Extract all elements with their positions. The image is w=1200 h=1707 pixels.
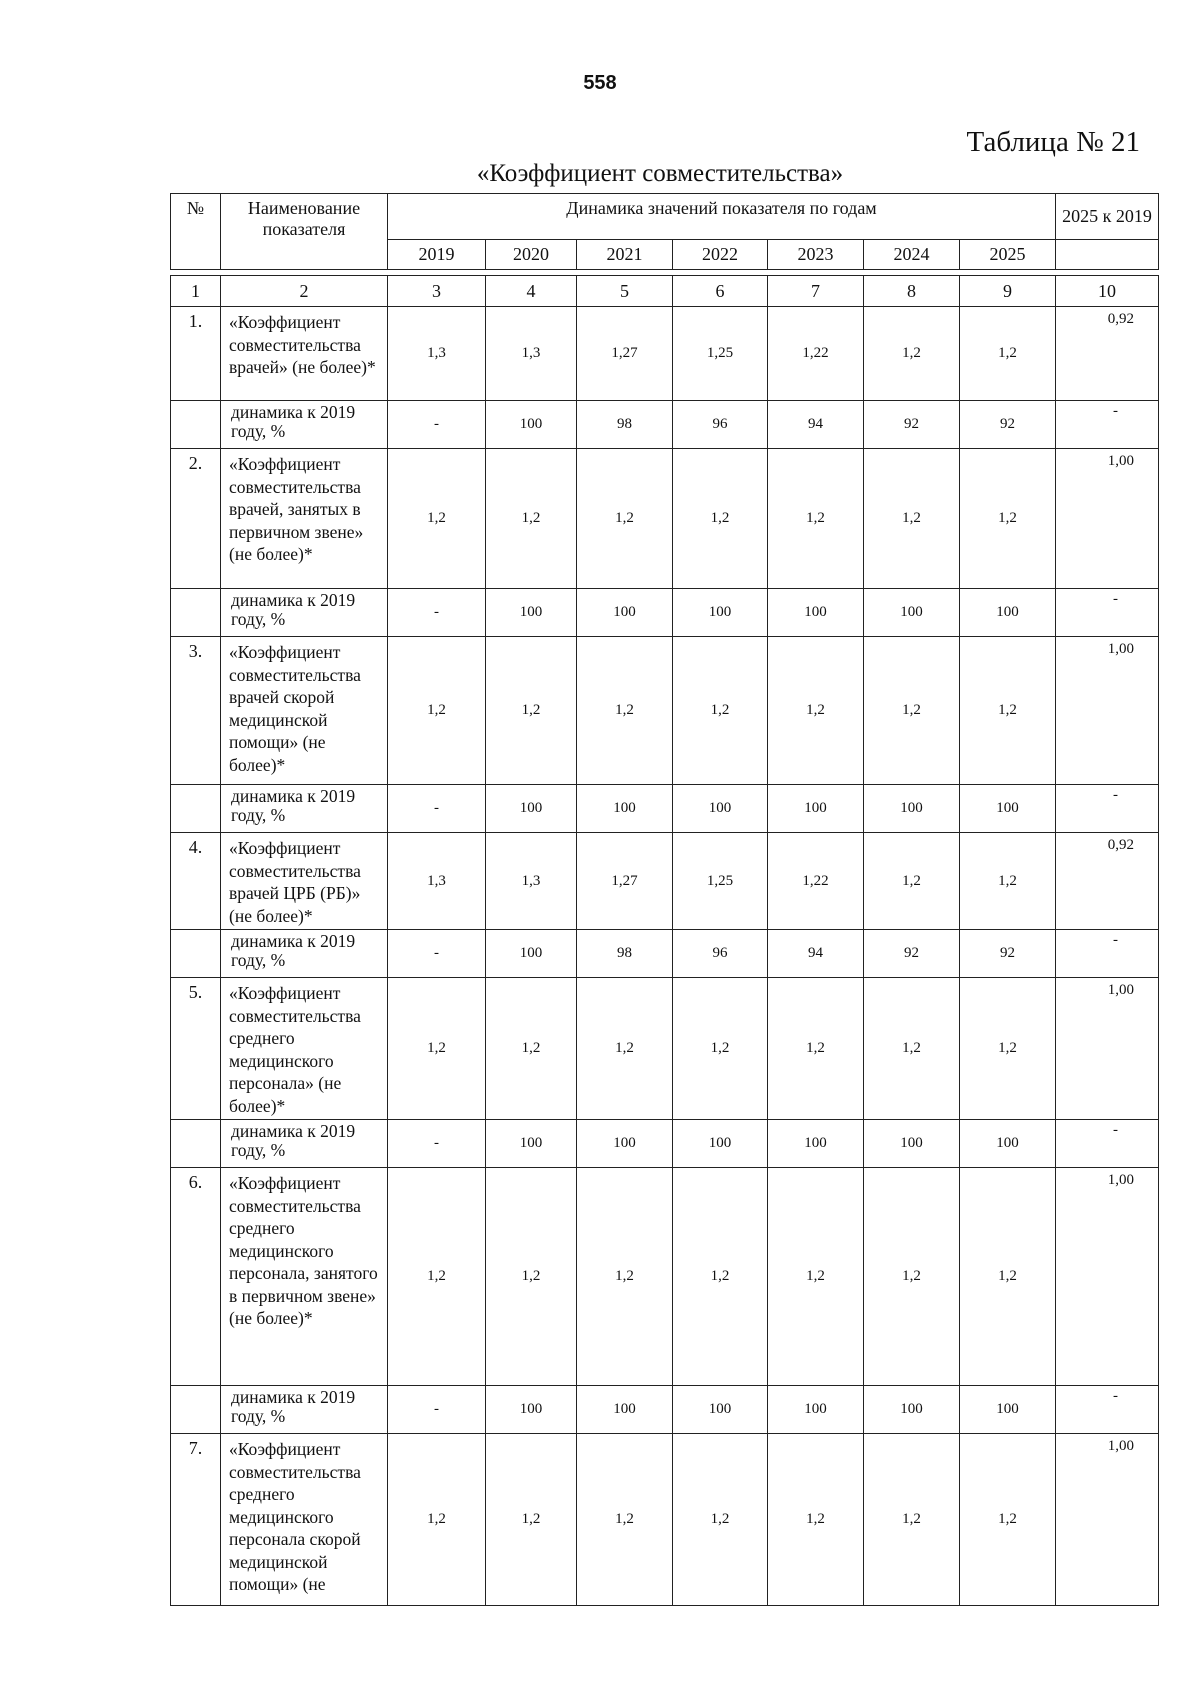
dynamics-value: 100 (577, 1120, 673, 1168)
value-cell: 1,2 (960, 637, 1056, 785)
indicator-name: «Коэффициент совместительства врачей ЦРБ (РБ)» (не более)* (221, 833, 388, 930)
dynamics-value: 96 (673, 401, 768, 449)
header-name: Наименование показателя (221, 194, 388, 270)
dynamics-value: 100 (960, 589, 1056, 637)
dynamics-value: 92 (864, 930, 960, 978)
dynamics-ratio: - (1056, 785, 1159, 833)
dynamics-value: - (388, 589, 486, 637)
dynamics-label: динамика к 2019 году, % (221, 785, 388, 833)
dynamics-num-empty (171, 401, 221, 449)
ratio-cell: 1,00 (1056, 449, 1159, 589)
value-cell: 1,3 (388, 833, 486, 930)
row-number: 5. (171, 978, 221, 1120)
value-cell: 1,22 (768, 307, 864, 401)
dynamics-value: 100 (486, 401, 577, 449)
value-cell: 1,2 (486, 1168, 577, 1386)
dynamics-value: 100 (673, 589, 768, 637)
column-number: 8 (864, 276, 960, 307)
dynamics-label: динамика к 2019 году, % (221, 1120, 388, 1168)
indicator-name: «Коэффициент совместительства среднего медицинского персонала» (не более)* (221, 978, 388, 1120)
dynamics-value: 100 (768, 785, 864, 833)
column-number: 6 (673, 276, 768, 307)
value-cell: 1,22 (768, 833, 864, 930)
value-cell: 1,2 (768, 449, 864, 589)
indicator-name: «Коэффициент совместительства врачей скорой медицинской помощи» (не более)* (221, 637, 388, 785)
dynamics-value: 100 (864, 785, 960, 833)
table-row (171, 1168, 1159, 1386)
row-number: 4. (171, 833, 221, 930)
ratio-cell: 1,00 (1056, 637, 1159, 785)
row-number: 1. (171, 307, 221, 401)
dynamics-label: динамика к 2019 году, % (221, 1386, 388, 1434)
dynamics-value: 94 (768, 401, 864, 449)
value-cell: 1,2 (960, 307, 1056, 401)
dynamics-value: 100 (960, 785, 1056, 833)
indicator-name: «Коэффициент совместительства врачей» (не более)* (221, 307, 388, 401)
ratio-cell: 1,00 (1056, 1434, 1159, 1606)
value-cell: 1,2 (768, 1168, 864, 1386)
dynamics-num-empty (171, 1386, 221, 1434)
value-cell: 1,3 (388, 307, 486, 401)
dynamics-row (171, 589, 1159, 637)
header-year: 2022 (673, 240, 768, 270)
header-ratio: 2025 к 2019 (1056, 194, 1159, 240)
value-cell: 1,2 (388, 1434, 486, 1606)
dynamics-value: 94 (768, 930, 864, 978)
dynamics-num-empty (171, 589, 221, 637)
dynamics-value: 92 (960, 401, 1056, 449)
dynamics-value: 92 (960, 930, 1056, 978)
value-cell: 1,2 (577, 449, 673, 589)
value-cell: 1,2 (960, 1168, 1056, 1386)
dynamics-label: динамика к 2019 году, % (221, 930, 388, 978)
column-number: 2 (221, 276, 388, 307)
header-num: № (171, 194, 221, 270)
dynamics-value: 100 (486, 930, 577, 978)
value-cell: 1,2 (864, 307, 960, 401)
value-cell: 1,25 (673, 833, 768, 930)
value-cell: 1,2 (768, 1434, 864, 1606)
header-year: 2023 (768, 240, 864, 270)
dynamics-value: 100 (486, 1120, 577, 1168)
table-row (171, 978, 1159, 1120)
dynamics-num-empty (171, 785, 221, 833)
dynamics-label: динамика к 2019 году, % (221, 589, 388, 637)
dynamics-value: 100 (673, 1386, 768, 1434)
indicator-name: «Коэффициент совместительства среднего медицинского персонала скорой медицинской помощи» (не (221, 1434, 388, 1606)
dynamics-value: - (388, 1120, 486, 1168)
dynamics-num-empty (171, 1120, 221, 1168)
value-cell: 1,2 (768, 637, 864, 785)
dynamics-value: - (388, 785, 486, 833)
dynamics-value: 98 (577, 930, 673, 978)
value-cell: 1,2 (864, 1434, 960, 1606)
dynamics-ratio: - (1056, 930, 1159, 978)
value-cell: 1,2 (577, 1434, 673, 1606)
dynamics-value: 100 (864, 1120, 960, 1168)
dynamics-value: 100 (486, 785, 577, 833)
dynamics-row (171, 401, 1159, 449)
ratio-cell: 1,00 (1056, 1168, 1159, 1386)
dynamics-value: 92 (864, 401, 960, 449)
table-title: «Коэффициент совместительства» (476, 160, 844, 187)
value-cell: 1,2 (486, 637, 577, 785)
value-cell: 1,25 (673, 307, 768, 401)
dynamics-value: - (388, 1386, 486, 1434)
dynamics-value: 100 (577, 785, 673, 833)
column-number: 10 (1056, 276, 1159, 307)
value-cell: 1,2 (577, 1168, 673, 1386)
column-number: 7 (768, 276, 864, 307)
dynamics-row (171, 1386, 1159, 1434)
dynamics-value: 100 (768, 1120, 864, 1168)
dynamics-value: 100 (864, 589, 960, 637)
value-cell: 1,2 (768, 978, 864, 1120)
row-number: 2. (171, 449, 221, 589)
header-year: 2024 (864, 240, 960, 270)
dynamics-value: 100 (577, 589, 673, 637)
row-number: 7. (171, 1434, 221, 1606)
dynamics-value: 98 (577, 401, 673, 449)
dynamics-ratio: - (1056, 401, 1159, 449)
column-number: 5 (577, 276, 673, 307)
value-cell: 1,2 (864, 978, 960, 1120)
table-row (171, 1434, 1159, 1606)
dynamics-value: 100 (673, 1120, 768, 1168)
dynamics-row (171, 930, 1159, 978)
column-number: 4 (486, 276, 577, 307)
dynamics-value: - (388, 930, 486, 978)
column-number: 9 (960, 276, 1056, 307)
value-cell: 1,2 (388, 637, 486, 785)
column-number: 1 (171, 276, 221, 307)
value-cell: 1,2 (960, 833, 1056, 930)
ratio-cell: 0,92 (1056, 833, 1159, 930)
value-cell: 1,2 (577, 978, 673, 1120)
dynamics-ratio: - (1056, 589, 1159, 637)
header-ratio-empty (1056, 240, 1159, 270)
value-cell: 1,2 (673, 1434, 768, 1606)
header-year: 2020 (486, 240, 577, 270)
indicator-name: «Коэффициент совместительства врачей, занятых в первичном звене» (не более)* (221, 449, 388, 589)
header-year: 2021 (577, 240, 673, 270)
row-number: 6. (171, 1168, 221, 1386)
value-cell: 1,2 (673, 637, 768, 785)
value-cell: 1,2 (388, 1168, 486, 1386)
dynamics-value: 100 (577, 1386, 673, 1434)
value-cell: 1,3 (486, 307, 577, 401)
value-cell: 1,2 (960, 449, 1056, 589)
dynamics-value: 100 (673, 785, 768, 833)
value-cell: 1,3 (486, 833, 577, 930)
dynamics-num-empty (171, 930, 221, 978)
value-cell: 1,2 (486, 449, 577, 589)
ratio-cell: 1,00 (1056, 978, 1159, 1120)
value-cell: 1,2 (486, 1434, 577, 1606)
value-cell: 1,2 (673, 449, 768, 589)
dynamics-value: - (388, 401, 486, 449)
value-cell: 1,2 (673, 978, 768, 1120)
value-cell: 1,2 (486, 978, 577, 1120)
dynamics-value: 100 (864, 1386, 960, 1434)
value-cell: 1,2 (864, 449, 960, 589)
value-cell: 1,27 (577, 833, 673, 930)
dynamics-value: 100 (960, 1386, 1056, 1434)
dynamics-value: 100 (486, 589, 577, 637)
value-cell: 1,2 (388, 449, 486, 589)
header-dynamics: Динамика значений показателя по годам (388, 194, 1056, 240)
coefficient-table (170, 193, 1159, 1606)
value-cell: 1,2 (673, 1168, 768, 1386)
value-cell: 1,2 (577, 637, 673, 785)
dynamics-label: динамика к 2019 году, % (221, 401, 388, 449)
dynamics-row (171, 785, 1159, 833)
ratio-cell: 0,92 (1056, 307, 1159, 401)
table-row (171, 833, 1159, 930)
indicator-name: «Коэффициент совместительства среднего медицинского персонала, занятого в первичном звене» (не более)* (221, 1168, 388, 1386)
dynamics-value: 100 (768, 1386, 864, 1434)
table-row (171, 449, 1159, 589)
value-cell: 1,2 (864, 833, 960, 930)
dynamics-value: 100 (486, 1386, 577, 1434)
dynamics-ratio: - (1056, 1386, 1159, 1434)
value-cell: 1,27 (577, 307, 673, 401)
row-number: 3. (171, 637, 221, 785)
dynamics-row (171, 1120, 1159, 1168)
page-number: 558 (583, 72, 617, 94)
header-year: 2019 (388, 240, 486, 270)
value-cell: 1,2 (864, 637, 960, 785)
value-cell: 1,2 (960, 978, 1056, 1120)
dynamics-ratio: - (1056, 1120, 1159, 1168)
value-cell: 1,2 (960, 1434, 1056, 1606)
dynamics-value: 100 (768, 589, 864, 637)
header-year: 2025 (960, 240, 1056, 270)
table-row (171, 637, 1159, 785)
column-number: 3 (388, 276, 486, 307)
dynamics-value: 96 (673, 930, 768, 978)
table-row (171, 307, 1159, 401)
table-label: Таблица № 21 (966, 126, 1140, 158)
value-cell: 1,2 (864, 1168, 960, 1386)
dynamics-value: 100 (960, 1120, 1056, 1168)
value-cell: 1,2 (388, 978, 486, 1120)
